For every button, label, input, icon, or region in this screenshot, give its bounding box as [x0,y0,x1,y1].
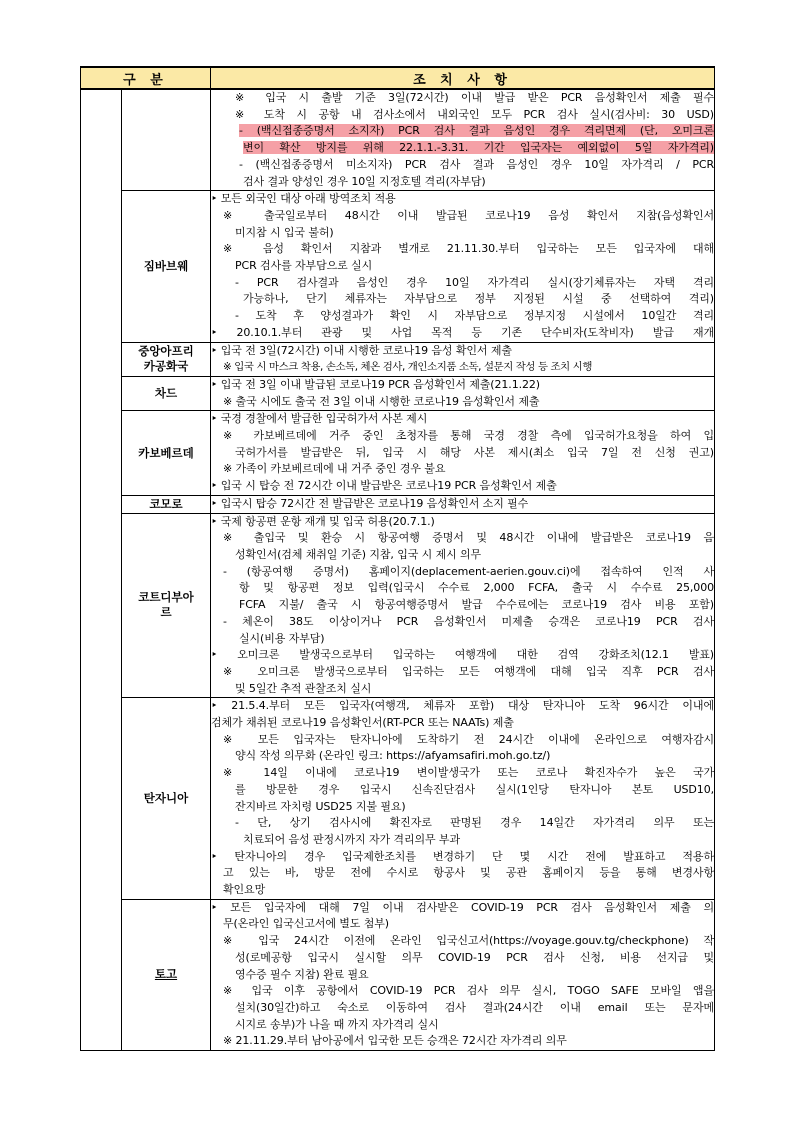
country-cabo-verde: 카보베르데 [122,411,211,496]
text-line: 고 있는 바, 방문 전에 수시로 항공사 및 공관 홈페이지 등을 통해 변경사항 [223,866,714,880]
text-line: 항 및 항공편 정보 입력(입국시 수수료 2,000 FCFA, 출국 시 수수료 25,000 [239,581,714,595]
table-row [81,698,715,899]
text-line: 국허가서를 발급받은 뒤, 입국 시 해당 사본 제시(최소 입국 7일 전 신청 권고) [235,445,714,459]
text-line: PCR 검사를 자부담으로 실시 [235,259,373,273]
text-line: ‣ 모든 외국인 대상 아래 방역조치 적용 [211,192,396,206]
text-line: ※ 카보베르데에 거주 중인 초청자를 통해 국경 경찰 측에 입국허가요청을 하여 입 [223,429,714,443]
text-line: ‣ 탄자니아의 경우 입국제한조치를 변경하기 단 몇 시간 전에 발표하고 적용하 [211,849,714,863]
highlighted-line: - (백신접종증명서 소지자) PCR 검사 결과 음성인 경우 격리면제 (단, 오미크론 [239,124,714,138]
measures-cell [211,89,715,191]
text-line: 를 방문한 경우 입국시 신속진단검사 실시(1인당 탄자니아 본토 USD10, [235,782,714,796]
text-line: 확인요망 [223,883,266,897]
region-cell [81,89,122,1051]
text-line: ※ 21.11.29.부터 남아공에서 입국한 모든 승객은 72시간 자가격리 의무 [223,1034,567,1048]
text-line: ※ 14일 이내에 코로나19 변이발생국가 또는 코로나 확진자수가 높은 국가 [223,766,714,780]
measures-cell [211,411,715,496]
text-line: ‣ 모든 입국자에 대해 7일 이내 검사받은 COVID-19 PCR 검사 음성확인서 제출 의 [211,900,714,914]
measures-cell [211,342,715,376]
table-row [81,376,715,410]
text-line: ‣ 오미크론 발생국으로부터 입국하는 여행객에 대한 검역 강화조치(12.1 발표) [211,648,714,662]
text-line: - 단, 상기 검사시에 확진자로 판명된 경우 14일간 자가격리 의무 또는 [235,816,714,830]
measures-cell [211,899,715,1050]
table-row [81,191,715,342]
text-line: ‣ 국경 경찰에서 발급한 입국허가서 사본 제시 [211,412,428,426]
text-line: ※ 입국 24시간 이전에 온라인 입국신고서(https://voyage.gouv.tg/checkphone) 작 [223,934,714,948]
text-line: ‣ 국제 항공편 운항 재개 및 입국 허용(20.7.1.) [211,514,435,528]
text-line: 양식 작성 의무화 (온라인 링크: https://afyamsafiri.moh.go.tz/) [235,749,551,763]
text-line: 시지로 송부)가 나올 때 까지 자가격리 실시 [235,1017,439,1031]
text-line: 실시(비용 자부담) [239,631,325,645]
measures-cell [211,698,715,899]
table-row [81,342,715,376]
country-name-line: 르 [160,605,172,620]
measures-cell [211,513,715,698]
header-category: 구 분 [81,67,211,89]
country-central-african-republic [122,342,211,376]
text-line: ※ 오미크론 발생국으로부터 입국하는 모든 여행객에 대해 입국 직후 PCR 검사 [223,664,714,678]
text-line: 영수증 필수 지참) 완료 필요 [235,967,369,981]
table-row [81,899,715,1050]
text-line: 및 5일간 추적 관찰조치 실시 [235,681,372,695]
measures-table [80,66,715,1051]
text-line: ※ 출국 시에도 출국 전 3일 이내 시행한 코로나19 음성확인서 제출 [223,394,540,408]
text-line: 치료되어 음성 판정시까지 자가 격리의무 부과 [243,832,460,846]
country-cell [122,89,211,191]
text-line: - 도착 후 양성결과가 확인 시 자부담으로 정부지정 시설에서 10일간 격리 [235,309,714,323]
text-line: 무(온라인 입국신고서에 별도 첨부) [223,917,389,931]
measures-cell [211,376,715,410]
text-line: ‣ 입국시 탑승 72시간 전 발급받은 코로나19 음성확인서 소지 필수 [211,496,529,510]
text-line: 검사 결과 양성인 경우 10일 지정호텔 격리(자부담) [243,174,486,188]
text-line: ※ 가족이 카보베르데에 내 거주 중인 경우 불요 [223,462,446,476]
measures-cell [211,495,715,513]
text-line: 검체가 채취된 코로나19 음성확인서(RT-PCR 또는 NAATs) 제출 [211,716,514,730]
text-line: ‣ 입국 시 탑승 전 72시간 이내 발급받은 코로나19 PCR 음성확인서 제출 [211,479,557,493]
text-line: ‣ 20.10.1.부터 관광 및 사업 목적 등 기존 단수비자(도착비자) 발급 재개 [211,325,714,339]
highlighted-line: 변이 확산 방지를 위해 22.1.1.-3.31. 기간 입국자는 예외없이 5일 자가격리) [243,141,714,155]
text-line: 가능하나, 단기 체류자는 자부담으로 정부 지정된 시설 중 선택하여 격리) [243,292,714,306]
table-row [81,513,715,698]
country-name-line: 코트디부아 [138,590,194,605]
country-tanzania: 탄자니아 [122,698,211,899]
text-line: 설치(30일간)하고 숙소로 이동하여 검사 결과(24시간 이내 email 또는 문자메 [235,1000,714,1014]
text-line: ‣ 입국 전 3일 이내 발급된 코로나19 PCR 음성확인서 제출(21.1.22) [211,377,540,391]
text-line: ※ 음성 확인서 지참과 별개로 21.11.30.부터 입국하는 모든 입국자에 대해 [223,242,714,256]
text-line: ※ 도착 시 공항 내 검사소에서 내외국인 모두 PCR 검사 실시(검사비: 30 USD) [235,107,714,121]
text-line: FCFA 지불/ 출국 시 항공여행증명서 발급 수수료에는 코로나19 검사 비용 포함) [239,598,714,612]
country-comoros: 코모로 [122,495,211,513]
text-line: - (항공여행 증명서) 홈페이지(deplacement-aerien.gouv.ci)에 접속하여 인적 사 [223,564,714,578]
country-cote-divoire [122,513,211,698]
country-chad: 차드 [122,376,211,410]
text-line: ※ 입국 이후 공항에서 COVID-19 PCR 검사 의무 실시, TOGO SAFE 모바일 앱을 [223,984,714,998]
text-line: 성확인서(검체 채취일 기준) 지참, 입국 시 제시 의무 [235,547,482,561]
country-zimbabwe: 짐바브웨 [122,191,211,342]
text-line: ‣ 입국 전 3일(72시간) 이내 시행한 코로나19 음성 확인서 제출 [211,343,512,357]
text-line: ※ 입국 시 출발 기준 3일(72시간) 이내 발급 받은 PCR 음성확인서 제출 필수 [235,91,714,104]
text-line: - PCR 검사결과 음성인 경우 10일 자가격리 실시(장기체류자는 자택 격리 [235,275,714,289]
text-line: ※ 출입국 및 환승 시 항공여행 증명서 및 48시간 이내에 발급받은 코로나19 음 [223,531,714,545]
table-row [81,495,715,513]
text-line: ※ 입국 시 마스크 착용, 손소독, 체온 검사, 개인소지품 소독, 설문지 작성 등 조치 시행 [223,361,592,374]
text-line: ‣ 21.5.4.부터 모든 입국자(여행객, 체류자 포함) 대상 탄자니아 도착 96시간 이내에 [211,699,714,713]
country-togo: 토고 [122,899,211,1050]
measures-cell [211,191,715,342]
table-row [81,411,715,496]
text-line: 미지참 시 입국 불허) [235,225,334,239]
country-name-line: 중앙아프리 [138,344,194,359]
text-line: - 체온이 38도 이상이거나 PCR 음성확인서 미제출 승객은 코로나19 PCR 검사 [223,614,714,628]
table-header [81,67,715,89]
text-line: 성(로메공항 입국시 실시할 의무 COVID-19 PCR 검사 신청, 비용 선지급 및 [235,950,714,964]
header-measures: 조 치 사 항 [211,67,715,89]
text-line: ※ 모든 입국자는 탄자니아에 도착하기 전 24시간 이내에 온라인으로 여행자감시 [223,732,714,746]
text-line: - (백신접종증명서 미소지자) PCR 검사 결과 음성인 경우 10일 자가격리 / PCR [239,157,714,171]
table-row [81,89,715,191]
text-line: ※ 출국일로부터 48시간 이내 발급된 코로나19 음성 확인서 지참(음성확인서 [223,208,714,222]
text-line: 잔지바르 자치령 USD25 지불 필요) [235,799,406,813]
country-name-line: 카공화국 [143,359,189,374]
